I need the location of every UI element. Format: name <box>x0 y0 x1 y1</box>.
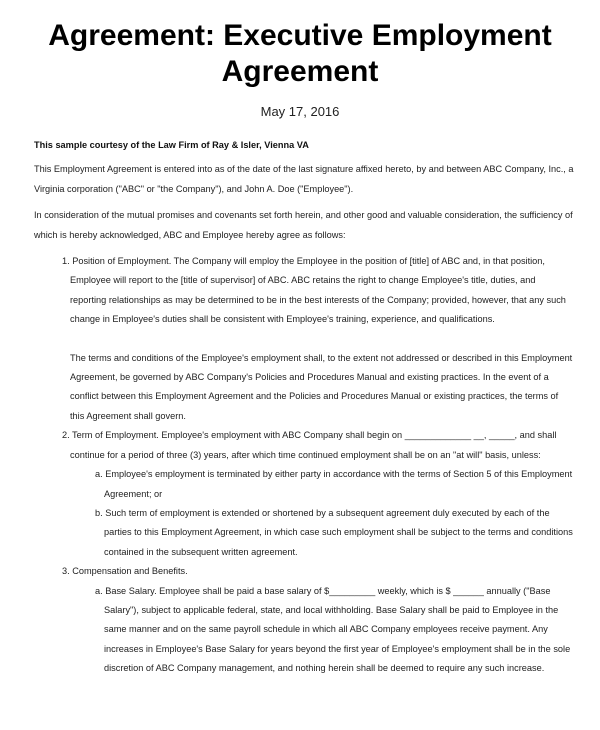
section-3-text: 3. Compensation and Benefits. <box>62 566 188 577</box>
title-line-2: Agreement <box>221 55 379 88</box>
section-3 <box>34 562 574 678</box>
courtesy-line: This sample courtesy of the Law Firm of Ray & Isler, Vienna VA <box>34 140 309 150</box>
section-1-text: 1. Position of Employment. The Company will employ the Employee in the position of [title] of ABC and, in that position, Employee will report to the [title of supervisor] of ABC. ABC retains the right to change Employee's title, duties, and reporting relationships as may be determined to be in the best interests of the Company; provided, however, that any such change in Employee's duties shall be consistent with Employee's training, experience, and qualifications. <box>62 256 566 325</box>
section-1 <box>34 252 574 426</box>
section-1-paragraph-2: The terms and conditions of the Employee's employment shall, to the extent not addressed or described in this Employment Agreement, be governed by ABC Company's Policies and Procedures Manual and existing practices. In the event of a conflict between this Employment Agreement and the Policies and Procedures Manual or existing practices, the terms of this Agreement shall govern. <box>70 352 573 421</box>
section-2-text: 2. Term of Employment. Employee's employment with ABC Company shall begin on _____________ __, _____, and shall continue for a period of three (3) years, after which time continued employment shall be on an "at will" basis, unless: <box>62 430 557 460</box>
consideration-paragraph: In consideration of the mutual promises and covenants set forth herein, and other good and valuable consideration, the sufficiency of which is hereby acknowledged, ABC and Employee hereby agree as follows: <box>34 210 573 240</box>
document-body <box>34 136 574 679</box>
intro-paragraph: This Employment Agreement is entered into as of the date of the last signature affixed hereto, by and between ABC Company, Inc., a Virginia corporation ("ABC" or "the Company"), and John A. Doe ("Employee"). <box>34 164 574 194</box>
section-1-spacer <box>34 330 574 349</box>
document-date: May 17, 2016 <box>260 104 340 119</box>
section-2-sub-b: b. Such term of employment is extended or shortened by a subsequent agreement duly executed by each of the parties to this Employment Agreement, in which case such employment shall be subject to the terms and conditions contained in the subsequent written agreement. <box>95 507 573 557</box>
section-2-sub-a: a. Employee's employment is terminated by either party in accordance with the terms of Section 5 of this Employment Agreement; or <box>95 469 573 499</box>
section-3-sub-a: a. Base Salary. Employee shall be paid a base salary of $_________ weekly, which is $ ______ annually ("Base Salary"), subject to applicable federal, state, and local withholding. Base Salary shall be paid to Employee in the same manner and on the same payroll schedule in which all ABC Company employees receive payment. Any increases in Employee's Base Salary for years beyond the first year of Employee's employment shall be in the sole discretion of ABC Company management, and nothing herein shall be deemed to require any such increase. <box>95 585 571 674</box>
title-line-1: Agreement: Executive Employment <box>48 19 552 52</box>
document-title <box>0 18 600 90</box>
section-2 <box>34 426 574 562</box>
